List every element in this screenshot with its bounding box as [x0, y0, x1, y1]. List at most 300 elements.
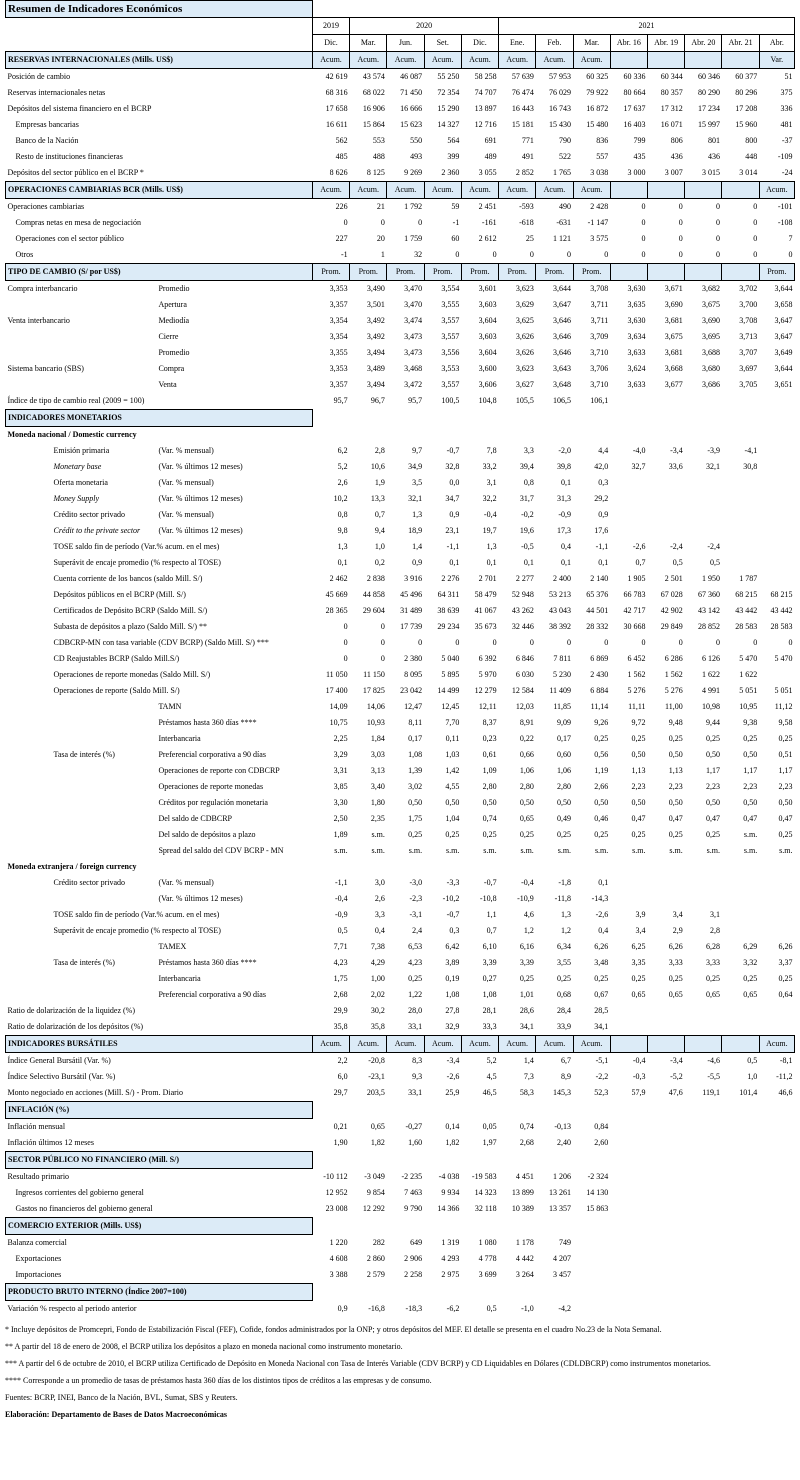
unit-cell: Acum. — [312, 182, 349, 199]
value-cell: 3,557 — [441, 380, 460, 389]
value-cell: 20 — [376, 234, 385, 243]
value-cell: 9,72 — [631, 718, 646, 727]
value-cell: 282 — [372, 1237, 385, 1247]
value-cell: 4 207 — [553, 1254, 572, 1263]
value-cell: 3,355 — [329, 348, 348, 357]
value-cell: 1,06 — [557, 766, 572, 775]
value-cell: 42 717 — [623, 606, 646, 615]
unit-cell: Acum. — [387, 1036, 424, 1053]
value-cell: 3,626 — [515, 332, 534, 341]
value-cell: 3,668 — [664, 364, 683, 373]
value-cell: 3,557 — [441, 316, 460, 325]
row-label: Operaciones de reporte monedas (Saldo Mill. S/) — [53, 670, 211, 679]
value-cell: 12 279 — [474, 686, 497, 695]
value-cell: 1,3 — [412, 510, 423, 519]
value-cell: 0,1 — [561, 558, 572, 567]
value-cell: 0,65 — [631, 990, 646, 999]
value-cell — [685, 1003, 722, 1019]
value-cell: 3,711 — [590, 316, 609, 325]
value-cell: 3,647 — [774, 332, 793, 341]
value-cell: 11,12 — [774, 702, 793, 711]
row-label: Posición de cambio — [7, 72, 71, 81]
value-cell: 6,26 — [778, 942, 793, 951]
value-cell — [610, 875, 647, 891]
value-cell — [685, 1267, 722, 1284]
value-cell: 9,48 — [668, 718, 683, 727]
value-cell: 0,50 — [445, 798, 460, 807]
row-label: Money Supply — [53, 494, 100, 503]
row-label — [6, 377, 157, 393]
value-cell: 60 346 — [697, 72, 720, 81]
unit-cell: Prom. — [536, 264, 573, 281]
table-row — [6, 555, 795, 571]
value-cell: 6,34 — [557, 942, 572, 951]
table-row — [6, 1053, 795, 1070]
value-cell: 0,25 — [631, 830, 646, 839]
value-cell: 33,3 — [482, 1022, 497, 1031]
value-cell: 1 562 — [627, 670, 646, 679]
period-header: Ene. — [499, 35, 536, 52]
year-2021: 2021 — [499, 18, 795, 35]
value-cell: 76 029 — [549, 88, 572, 97]
value-cell — [610, 1301, 647, 1318]
value-cell — [722, 891, 759, 907]
value-cell: 0 — [678, 638, 683, 647]
value-cell: 7,8 — [486, 446, 497, 455]
value-cell: 105,5 — [515, 396, 534, 406]
value-cell: 0 — [715, 234, 720, 243]
value-cell: 1 206 — [553, 1171, 572, 1181]
value-cell: s.m. — [446, 846, 460, 855]
table-row — [6, 779, 795, 795]
value-cell — [685, 393, 722, 410]
row-label: Inflación últimos 12 meses — [7, 1138, 94, 1147]
table-row — [6, 247, 795, 264]
value-cell: 10,93 — [366, 718, 385, 727]
value-cell: 14 327 — [437, 120, 460, 129]
value-cell: 491 — [521, 152, 534, 161]
value-cell: 0 — [604, 250, 609, 259]
row-sublabel: Operaciones de reporte monedas — [158, 782, 264, 791]
value-cell: s.m. — [669, 846, 683, 855]
value-cell: 68 022 — [362, 88, 385, 97]
value-cell: 3,708 — [739, 316, 758, 325]
value-cell — [759, 923, 794, 939]
value-cell — [648, 1185, 685, 1201]
row-label: Cuenta corriente de los bancos (saldo Mill. S/) — [53, 574, 203, 583]
value-cell: s.m. — [594, 846, 609, 855]
value-cell: -1,1 — [446, 542, 460, 551]
value-cell: 3 699 — [478, 1270, 497, 1280]
value-cell: 29,2 — [594, 494, 609, 503]
unit-cell: Acum. — [350, 52, 387, 69]
section-title: SECTOR PÚBLICO NO FINANCIERO (Mill. S/) — [6, 1152, 313, 1169]
section-title: COMERCIO EXTERIOR (Mills. US$) — [6, 1218, 313, 1235]
table-row — [6, 117, 795, 133]
value-cell — [722, 1267, 759, 1284]
row-sublabel: Preferencial corporativa a 90 días — [158, 990, 266, 999]
value-cell: -0,3 — [632, 1072, 646, 1081]
value-cell: -4,0 — [632, 446, 646, 455]
value-cell: 7,38 — [370, 942, 385, 951]
value-cell: 2,66 — [594, 782, 609, 791]
value-cell: 39,8 — [557, 462, 572, 471]
row-label: Índice de tipo de cambio real (2009 = 100) — [7, 396, 145, 405]
table-row — [6, 329, 795, 345]
value-cell: 3,706 — [590, 364, 609, 373]
value-cell: 0,47 — [668, 814, 683, 823]
value-cell — [759, 443, 794, 459]
value-cell: -0,5 — [521, 542, 534, 551]
value-cell: 1,19 — [594, 766, 609, 775]
value-cell: 1 178 — [515, 1237, 534, 1247]
value-cell: 3,643 — [553, 364, 572, 373]
unit-cell — [722, 264, 759, 281]
value-cell: 2,23 — [778, 782, 793, 791]
value-cell: 5 276 — [627, 686, 646, 695]
value-cell — [759, 539, 794, 555]
value-cell: 12 584 — [511, 686, 534, 695]
value-cell: 0 — [753, 202, 758, 211]
unit-cell — [648, 182, 685, 199]
value-cell: 3,644 — [774, 284, 793, 293]
value-cell: 52,3 — [594, 1088, 609, 1098]
value-cell: -618 — [519, 218, 534, 227]
value-cell: -0,4 — [632, 1056, 646, 1065]
value-cell: 1,03 — [445, 750, 460, 759]
value-cell: 25 — [525, 234, 534, 243]
value-cell: 0,46 — [594, 814, 609, 823]
value-cell: 3,649 — [774, 348, 793, 357]
value-cell: 3,31 — [333, 766, 348, 775]
value-cell: 0 — [753, 234, 758, 243]
value-cell: 0 — [380, 218, 385, 227]
footnote: **** Corresponde a un promedio de tasas de préstamos hasta 360 días de los distintos tipos de créditos a las empresas y de consumo. — [5, 1376, 432, 1385]
value-cell: 3,48 — [594, 958, 609, 967]
value-cell: 0,50 — [594, 798, 609, 807]
row-label — [6, 779, 157, 795]
period-header: Dic. — [312, 35, 349, 52]
row-label: Compras netas en mesa de negociación — [15, 218, 142, 227]
value-cell — [610, 1169, 647, 1186]
value-cell: 7,3 — [523, 1072, 534, 1081]
year-header-row — [6, 18, 795, 35]
value-cell — [722, 507, 759, 523]
table-row — [6, 1185, 795, 1201]
value-cell: 17 739 — [400, 622, 423, 631]
value-cell: 6,53 — [408, 942, 423, 951]
value-cell: 2,8 — [709, 926, 720, 935]
row-label — [6, 843, 157, 859]
value-cell: -2 324 — [587, 1171, 609, 1181]
value-cell: 6,0 — [337, 1072, 348, 1081]
value-cell — [648, 523, 685, 539]
value-cell: 799 — [633, 136, 646, 145]
value-cell: -2,3 — [409, 894, 423, 903]
value-cell: 5 470 — [739, 654, 758, 663]
value-cell: 1,00 — [370, 974, 385, 983]
value-cell: 2,6 — [374, 894, 385, 903]
value-cell: 13 897 — [474, 104, 497, 113]
value-cell: 0,25 — [668, 734, 683, 743]
value-cell: 32 — [414, 250, 423, 259]
value-cell — [685, 491, 722, 507]
value-cell: 17 400 — [325, 686, 348, 695]
value-cell — [759, 1251, 794, 1267]
value-cell: 3,353 — [329, 284, 348, 293]
value-cell: 2,23 — [668, 782, 683, 791]
value-cell: 33,6 — [668, 462, 683, 471]
value-cell: 14 130 — [586, 1188, 609, 1197]
table-row — [6, 491, 795, 507]
value-cell: 60 344 — [660, 72, 683, 81]
value-cell: 375 — [780, 88, 793, 97]
row-label — [6, 699, 157, 715]
value-cell: 3,682 — [701, 284, 720, 293]
value-cell: 3,472 — [404, 380, 423, 389]
value-cell: 0,14 — [445, 1121, 460, 1131]
value-cell: 3,600 — [478, 364, 497, 373]
value-cell: 15 181 — [511, 120, 534, 129]
value-cell: -3,9 — [707, 446, 720, 455]
value-cell: 0,25 — [519, 830, 534, 839]
value-cell: 0,25 — [631, 734, 646, 743]
subsection-heading: Moneda nacional / Domestic currency — [7, 430, 137, 439]
value-cell: 16 906 — [362, 104, 385, 113]
value-cell: 32,1 — [705, 462, 720, 471]
value-cell: 3,3 — [523, 446, 534, 455]
row-label: Compra interbancario — [7, 284, 78, 293]
value-cell: 1 765 — [553, 168, 572, 177]
row-sublabel: (Var. % últimos 12 meses) — [158, 894, 243, 903]
value-cell: 227 — [335, 234, 348, 243]
value-cell: 2,25 — [333, 734, 348, 743]
value-cell: 31,7 — [519, 494, 534, 503]
value-cell: 33,2 — [482, 462, 497, 471]
unit-cell: Acum. — [573, 1036, 610, 1053]
value-cell — [685, 1235, 722, 1252]
section-title: TIPO DE CAMBIO (S/ por US$) — [6, 264, 313, 281]
value-cell: 3,705 — [739, 380, 758, 389]
value-cell: -0,9 — [334, 910, 348, 919]
value-cell: 5 895 — [441, 670, 460, 679]
value-cell: 13 899 — [511, 1188, 534, 1197]
value-cell: 1,4 — [523, 1056, 534, 1065]
value-cell: -20,8 — [368, 1056, 385, 1065]
unit-cell — [685, 182, 722, 199]
value-cell: 2 612 — [478, 234, 497, 243]
value-cell: 3,470 — [404, 300, 423, 309]
value-cell: 1 080 — [478, 1237, 497, 1247]
value-cell: -1,1 — [595, 542, 609, 551]
value-cell: 3,630 — [627, 316, 646, 325]
row-sublabel: Del saldo de CDBCRP — [158, 814, 232, 823]
row-label: Emisión primaria — [53, 446, 110, 455]
row-label — [6, 891, 157, 907]
indicators-report — [5, 0, 795, 1423]
footnote: ** A partir del 18 de enero de 2008, el BCRP utiliza los depósitos a plazo en moneda nacional como instrumento monetario. — [5, 1342, 403, 1351]
value-cell: 7,71 — [333, 942, 348, 951]
value-cell: 3,0 — [374, 878, 385, 887]
value-cell: 0,22 — [519, 734, 534, 743]
value-cell — [759, 507, 794, 523]
value-cell: 3,39 — [519, 958, 534, 967]
value-cell: 3,604 — [478, 316, 497, 325]
value-cell — [722, 1301, 759, 1318]
value-cell: -109 — [777, 152, 793, 161]
value-cell: 0,1 — [598, 558, 609, 567]
unit-cell — [648, 52, 685, 69]
value-cell: 2 579 — [366, 1270, 385, 1280]
value-cell: 0 — [753, 638, 758, 647]
value-cell: 0 — [715, 250, 720, 259]
value-cell: 14,06 — [366, 702, 385, 711]
value-cell: 2 701 — [478, 574, 497, 583]
value-cell: -1 — [340, 250, 348, 259]
value-cell: -108 — [777, 218, 793, 227]
value-cell: 691 — [484, 136, 497, 145]
value-cell: 1,75 — [408, 814, 423, 823]
value-cell: 16 611 — [325, 120, 348, 129]
value-cell: 3,688 — [701, 348, 720, 357]
value-cell: 2,80 — [482, 782, 497, 791]
row-sublabel: Compra — [158, 364, 185, 373]
value-cell — [610, 1251, 647, 1267]
value-cell: -101 — [777, 202, 793, 211]
value-cell: 557 — [596, 152, 609, 161]
value-cell: -11,8 — [554, 894, 572, 903]
value-cell: 0,17 — [408, 734, 423, 743]
row-label — [6, 731, 157, 747]
value-cell: 3,644 — [774, 364, 793, 373]
value-cell: -3 049 — [364, 1171, 385, 1181]
value-cell — [610, 1019, 647, 1036]
table-row — [6, 987, 795, 1003]
value-cell: 2,6 — [337, 478, 348, 487]
value-cell: 3,633 — [627, 348, 646, 357]
row-label: Resultado primario — [7, 1172, 70, 1181]
value-cell: 0,7 — [374, 510, 385, 519]
value-cell: 0 — [343, 638, 348, 647]
value-cell — [648, 507, 685, 523]
value-cell: -37 — [781, 136, 793, 145]
table-row — [6, 443, 795, 459]
value-cell: 2,4 — [412, 926, 423, 935]
unit-cell — [610, 182, 647, 199]
value-cell: 1,13 — [631, 766, 646, 775]
row-label: Crédito sector privado — [53, 878, 126, 887]
value-cell: 4 293 — [441, 1254, 460, 1263]
row-sublabel: Préstamos hasta 360 días **** — [158, 958, 257, 967]
value-cell: 6 884 — [590, 686, 609, 695]
period-header: Abr. 21 — [722, 35, 759, 52]
value-cell: 6,10 — [482, 942, 497, 951]
row-sublabel: Del saldo de depósitos a plazo — [158, 830, 256, 839]
value-cell: -5,2 — [670, 1072, 683, 1081]
table-row — [6, 1019, 795, 1036]
value-cell: 9,7 — [412, 446, 423, 455]
value-cell: -2,6 — [595, 910, 609, 919]
value-cell: 2 860 — [366, 1254, 385, 1263]
value-cell: 0 — [343, 218, 348, 227]
value-cell: 0,25 — [705, 734, 720, 743]
value-cell: 12 292 — [362, 1204, 385, 1214]
value-cell: 553 — [372, 136, 385, 145]
value-cell: 3 055 — [478, 168, 497, 177]
value-cell: 29 604 — [362, 606, 385, 615]
value-cell — [759, 1185, 794, 1201]
value-cell — [648, 1235, 685, 1252]
value-cell: 3,30 — [333, 798, 348, 807]
table-row — [6, 215, 795, 231]
table-row — [6, 1003, 795, 1019]
value-cell: 2 451 — [478, 202, 497, 211]
value-cell: 29 849 — [660, 622, 683, 631]
value-cell: 28 583 — [770, 622, 793, 631]
period-header: Abr. 19 — [648, 35, 685, 52]
row-label: Depósitos del sistema financiero en el BCRP — [7, 104, 152, 113]
value-cell: 3,1 — [486, 478, 497, 487]
unit-cell: Prom. — [387, 264, 424, 281]
value-cell: 3 916 — [404, 574, 423, 583]
value-cell: 15 623 — [400, 120, 423, 129]
unit-cell: Acum. — [461, 1036, 498, 1053]
row-label: Crédit to the private sector — [53, 526, 141, 535]
value-cell: 3,651 — [774, 380, 793, 389]
value-cell: 3,40 — [370, 782, 385, 791]
table-row — [6, 1119, 795, 1136]
value-cell: 0 — [678, 234, 683, 243]
row-sublabel: Interbancaria — [158, 974, 201, 983]
value-cell: 435 — [633, 152, 646, 161]
section-title: INDICADORES MONETARIOS — [6, 410, 313, 427]
value-cell — [759, 1235, 794, 1252]
value-cell: 0,19 — [445, 974, 460, 983]
value-cell: 76 474 — [511, 88, 534, 97]
value-cell: 2 975 — [441, 1270, 460, 1280]
value-cell: 6 869 — [590, 654, 609, 663]
value-cell: 5 470 — [774, 654, 793, 663]
row-label: Otros — [15, 250, 34, 259]
unit-cell — [685, 52, 722, 69]
section-header — [6, 1152, 795, 1169]
value-cell: 6,28 — [705, 942, 720, 951]
value-cell: 3,644 — [553, 284, 572, 293]
row-label: Exportaciones — [15, 1254, 62, 1263]
value-cell: 42 902 — [660, 606, 683, 615]
value-cell: 0 — [492, 638, 497, 647]
value-cell: 145,3 — [553, 1088, 572, 1098]
value-cell — [759, 1301, 794, 1318]
table-row — [6, 811, 795, 827]
value-cell: 4 451 — [515, 1171, 534, 1181]
row-sublabel: (Var. % mensual) — [158, 446, 214, 455]
row-sublabel: Interbancaria — [158, 734, 201, 743]
footnote: Fuentes: BCRP, INEI, Banco de la Nación, BVL, Sumat, SBS y Reuters. — [5, 1393, 238, 1402]
value-cell: 0 — [380, 638, 385, 647]
value-cell: 226 — [335, 202, 348, 211]
table-row — [6, 361, 795, 377]
value-cell: 0,67 — [594, 990, 609, 999]
value-cell: 562 — [335, 136, 348, 145]
value-cell: 43 442 — [770, 606, 793, 615]
value-cell: 8,91 — [519, 718, 534, 727]
value-cell: 79 922 — [586, 88, 609, 97]
value-cell: 10,95 — [739, 702, 758, 711]
row-label: Monto negociado en acciones (Mill. S/) - Prom. Diario — [7, 1088, 184, 1097]
period-header: Mar. — [350, 35, 387, 52]
value-cell: 59 — [451, 202, 460, 211]
